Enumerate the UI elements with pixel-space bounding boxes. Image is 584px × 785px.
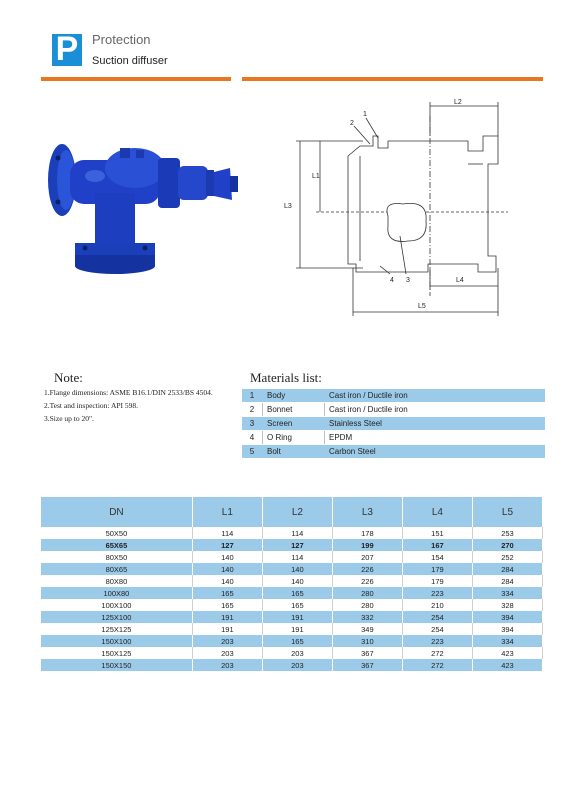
part-callout-2: 2 xyxy=(350,120,354,127)
part-callout-4: 4 xyxy=(390,277,394,284)
dimensions-table xyxy=(41,497,543,671)
table-row xyxy=(41,575,543,587)
table-cell: 226 xyxy=(332,563,402,575)
table-cell: 140 xyxy=(192,563,262,575)
table-cell: 100X100 xyxy=(41,599,192,611)
material-spec: Stainless Steel xyxy=(325,417,546,431)
material-spec: Carbon Steel xyxy=(325,445,546,459)
table-row xyxy=(41,647,543,659)
table-cell: 223 xyxy=(402,635,472,647)
table-row xyxy=(41,635,543,647)
material-number: 1 xyxy=(242,389,263,403)
table-cell: 127 xyxy=(262,539,332,551)
table-cell: 203 xyxy=(192,659,262,671)
table-cell: 328 xyxy=(472,599,542,611)
table-cell: 191 xyxy=(192,623,262,635)
material-spec: Cast iron / Ductile iron xyxy=(325,389,546,403)
notes-list xyxy=(44,386,213,425)
table-cell: 140 xyxy=(262,563,332,575)
table-row xyxy=(41,587,543,599)
table-row xyxy=(41,563,543,575)
table-cell: 191 xyxy=(192,611,262,623)
table-cell: 253 xyxy=(472,527,542,539)
note-item: 2.Test and inspection: API 598. xyxy=(44,401,139,410)
table-cell: 203 xyxy=(192,647,262,659)
table-cell: 334 xyxy=(472,587,542,599)
table-cell: 203 xyxy=(262,647,332,659)
table-cell: 203 xyxy=(192,635,262,647)
table-cell: 179 xyxy=(402,563,472,575)
table-cell: 191 xyxy=(262,611,332,623)
table-cell: 167 xyxy=(402,539,472,551)
table-cell: 100X80 xyxy=(41,587,192,599)
table-cell: 254 xyxy=(402,623,472,635)
table-cell: 154 xyxy=(402,551,472,563)
dim-label-l1: L1 xyxy=(312,173,320,180)
materials-table xyxy=(242,389,545,459)
table-cell: 207 xyxy=(332,551,402,563)
table-cell: 165 xyxy=(262,599,332,611)
table-cell: 272 xyxy=(402,647,472,659)
table-cell: 50X50 xyxy=(41,527,192,539)
table-cell: 151 xyxy=(402,527,472,539)
table-cell: 140 xyxy=(192,575,262,587)
material-part: Screen xyxy=(263,417,325,431)
table-cell: 223 xyxy=(402,587,472,599)
table-row xyxy=(41,527,543,539)
table-row xyxy=(41,539,543,551)
table-cell: 165 xyxy=(262,635,332,647)
table-cell: 254 xyxy=(402,611,472,623)
table-cell: 191 xyxy=(262,623,332,635)
material-spec: Cast iron / Ductile iron xyxy=(325,403,546,417)
table-cell: 114 xyxy=(262,551,332,563)
notes-heading: Note: xyxy=(54,370,83,385)
table-cell: 280 xyxy=(332,587,402,599)
table-cell: 165 xyxy=(262,587,332,599)
table-cell: 203 xyxy=(262,659,332,671)
table-cell: 423 xyxy=(472,659,542,671)
note-item: 1.Flange dimensions: ASME B16.1/DIN 2533/BS 4504. xyxy=(44,388,213,397)
table-cell: 165 xyxy=(192,599,262,611)
table-cell: 140 xyxy=(262,575,332,587)
table-cell: 284 xyxy=(472,563,542,575)
material-number: 3 xyxy=(242,417,263,431)
material-spec: EPDM xyxy=(325,431,546,445)
product-name: Suction diffuser xyxy=(92,55,168,67)
part-callout-1: 1 xyxy=(363,111,367,118)
table-cell: 80X65 xyxy=(41,563,192,575)
note-item: 3.Size up to 20". xyxy=(44,414,94,423)
table-cell: 178 xyxy=(332,527,402,539)
part-callout-3: 3 xyxy=(406,277,410,284)
table-cell: 150X125 xyxy=(41,647,192,659)
material-number: 4 xyxy=(242,431,263,445)
table-row xyxy=(41,599,543,611)
table-row xyxy=(242,431,545,445)
table-cell: 252 xyxy=(472,551,542,563)
materials-heading: Materials list: xyxy=(250,370,322,385)
table-cell: 367 xyxy=(332,647,402,659)
dim-label-l4: L4 xyxy=(456,277,464,284)
table-cell: 114 xyxy=(192,527,262,539)
table-cell: 349 xyxy=(332,623,402,635)
table-row xyxy=(242,445,545,459)
table-row xyxy=(41,623,543,635)
table-cell: 394 xyxy=(472,623,542,635)
table-cell: 334 xyxy=(472,635,542,647)
dim-label-l2: L2 xyxy=(454,99,462,106)
dim-label-l5: L5 xyxy=(418,303,426,310)
column-header: L4 xyxy=(402,497,472,527)
dimension-drawing xyxy=(278,96,518,326)
table-row xyxy=(41,551,543,563)
table-cell: 423 xyxy=(472,647,542,659)
column-header: L1 xyxy=(192,497,262,527)
column-header: DN xyxy=(41,497,192,527)
table-cell: 150X100 xyxy=(41,635,192,647)
table-cell: 332 xyxy=(332,611,402,623)
table-cell: 65X65 xyxy=(41,539,192,551)
table-header-row xyxy=(41,497,543,527)
table-cell: 272 xyxy=(402,659,472,671)
table-cell: 80X80 xyxy=(41,575,192,587)
table-cell: 310 xyxy=(332,635,402,647)
table-cell: 270 xyxy=(472,539,542,551)
material-number: 5 xyxy=(242,445,263,459)
table-cell: 179 xyxy=(402,575,472,587)
table-cell: 127 xyxy=(192,539,262,551)
table-cell: 284 xyxy=(472,575,542,587)
table-cell: 210 xyxy=(402,599,472,611)
table-cell: 226 xyxy=(332,575,402,587)
table-cell: 165 xyxy=(192,587,262,599)
table-cell: 140 xyxy=(192,551,262,563)
material-part: Bolt xyxy=(263,445,325,459)
table-row xyxy=(242,389,545,403)
column-header: L5 xyxy=(472,497,542,527)
table-row xyxy=(41,611,543,623)
column-header: L3 xyxy=(332,497,402,527)
material-part: Bonnet xyxy=(263,403,325,417)
material-number: 2 xyxy=(242,403,263,417)
table-cell: 150X150 xyxy=(41,659,192,671)
header-divider-left xyxy=(41,77,231,81)
table-cell: 125X125 xyxy=(41,623,192,635)
table-cell: 80X50 xyxy=(41,551,192,563)
material-part: O Ring xyxy=(263,431,325,445)
material-part: Body xyxy=(263,389,325,403)
column-header: L2 xyxy=(262,497,332,527)
table-cell: 114 xyxy=(262,527,332,539)
product-photo xyxy=(40,138,245,278)
table-cell: 125X100 xyxy=(41,611,192,623)
table-cell: 280 xyxy=(332,599,402,611)
table-row xyxy=(41,659,543,671)
table-cell: 199 xyxy=(332,539,402,551)
table-row xyxy=(242,403,545,417)
table-cell: 367 xyxy=(332,659,402,671)
table-cell: 394 xyxy=(472,611,542,623)
section-title: Protection xyxy=(92,32,151,47)
dim-label-l3: L3 xyxy=(284,203,292,210)
header-divider-right xyxy=(242,77,543,81)
table-row xyxy=(242,417,545,431)
brand-logo-letter: P xyxy=(55,30,79,68)
